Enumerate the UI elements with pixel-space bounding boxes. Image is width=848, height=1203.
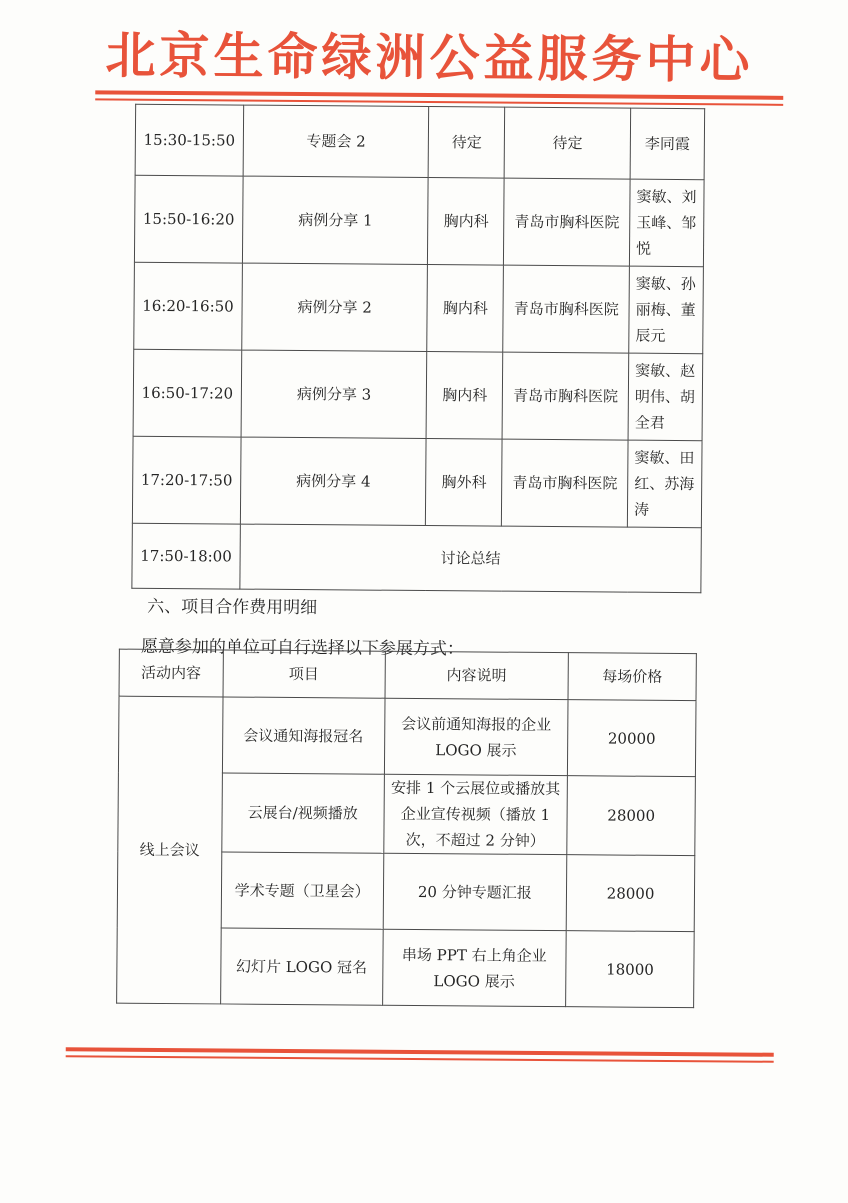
summary-cell: 讨论总结 xyxy=(240,524,702,593)
hospital-cell: 青岛市胸科医院 xyxy=(503,265,629,353)
topic-cell: 专题会 2 xyxy=(243,105,429,177)
hospital-cell: 青岛市胸科医院 xyxy=(504,178,630,266)
description-cell: 20 分钟专题汇报 xyxy=(383,853,567,930)
department-cell: 胸外科 xyxy=(426,439,503,527)
column-header: 每场价格 xyxy=(568,653,696,701)
column-header: 内容说明 xyxy=(385,651,569,699)
price-cell: 18000 xyxy=(566,931,694,1008)
topic-cell: 病例分享 4 xyxy=(240,437,426,525)
time-cell: 15:30-15:50 xyxy=(135,104,243,176)
department-cell: 胸内科 xyxy=(428,178,505,266)
time-cell: 17:20-17:50 xyxy=(132,436,241,524)
column-header: 活动内容 xyxy=(119,649,223,697)
topic-cell: 病例分享 2 xyxy=(242,263,428,351)
item-cell: 云展台/视频播放 xyxy=(222,773,384,853)
fee-row xyxy=(118,696,696,777)
speakers-cell: 窦敏、赵明伟、胡全君 xyxy=(628,353,703,441)
department-cell: 胸内科 xyxy=(427,265,504,353)
description-cell: 串场 PPT 右上角企业 LOGO 展示 xyxy=(382,929,566,1006)
time-cell: 16:20-16:50 xyxy=(134,262,243,350)
activity-cell: 线上会议 xyxy=(117,696,223,1004)
organization-title: 北京生命绿洲公益服务中心 xyxy=(105,26,754,90)
department-cell: 胸内科 xyxy=(427,352,504,440)
topic-cell: 病例分享 1 xyxy=(242,176,428,264)
hospital-cell: 青岛市胸科医院 xyxy=(502,439,628,527)
department-cell: 待定 xyxy=(429,107,505,179)
topic-cell: 病例分享 3 xyxy=(241,350,427,438)
item-cell: 幻灯片 LOGO 冠名 xyxy=(220,928,382,1005)
hospital-cell: 青岛市胸科医院 xyxy=(502,352,628,440)
speakers-cell: 李同霞 xyxy=(630,108,705,180)
time-cell: 15:50-16:20 xyxy=(134,175,243,263)
item-cell: 学术专题（卫星会） xyxy=(221,852,383,929)
column-header: 项目 xyxy=(223,650,385,698)
fee-table xyxy=(116,649,697,1009)
time-cell: 16:50-17:20 xyxy=(133,349,242,437)
time-cell: 17:50-18:00 xyxy=(132,523,240,589)
description-cell: 会议前通知海报的企业 LOGO 展示 xyxy=(384,698,568,775)
schedule-row xyxy=(134,175,704,266)
schedule-row xyxy=(132,523,701,592)
schedule-table xyxy=(131,104,705,593)
schedule-row xyxy=(135,104,705,179)
footer-rule-thin xyxy=(66,1055,774,1062)
price-cell: 20000 xyxy=(568,700,696,777)
item-cell: 会议通知海报冠名 xyxy=(222,697,384,774)
schedule-row xyxy=(134,262,704,353)
schedule-row xyxy=(132,436,702,527)
speakers-cell: 窦敏、孙丽梅、董辰元 xyxy=(629,266,704,354)
price-cell: 28000 xyxy=(567,776,695,856)
speakers-cell: 窦敏、田红、苏海涛 xyxy=(627,440,702,528)
speakers-cell: 窦敏、刘玉峰、邹悦 xyxy=(629,179,704,267)
price-cell: 28000 xyxy=(566,855,694,932)
schedule-row xyxy=(133,349,703,440)
description-cell: 安排 1 个云展位或播放其企业宣传视频（播放 1 次，不超过 2 分钟） xyxy=(383,774,567,854)
hospital-cell: 待定 xyxy=(504,107,630,179)
section-heading: 六、项目合作费用明细 xyxy=(147,596,318,619)
fee-header-row xyxy=(119,649,696,701)
section-intro: 愿意参加的单位可自行选择以下参展方式： xyxy=(140,636,464,660)
